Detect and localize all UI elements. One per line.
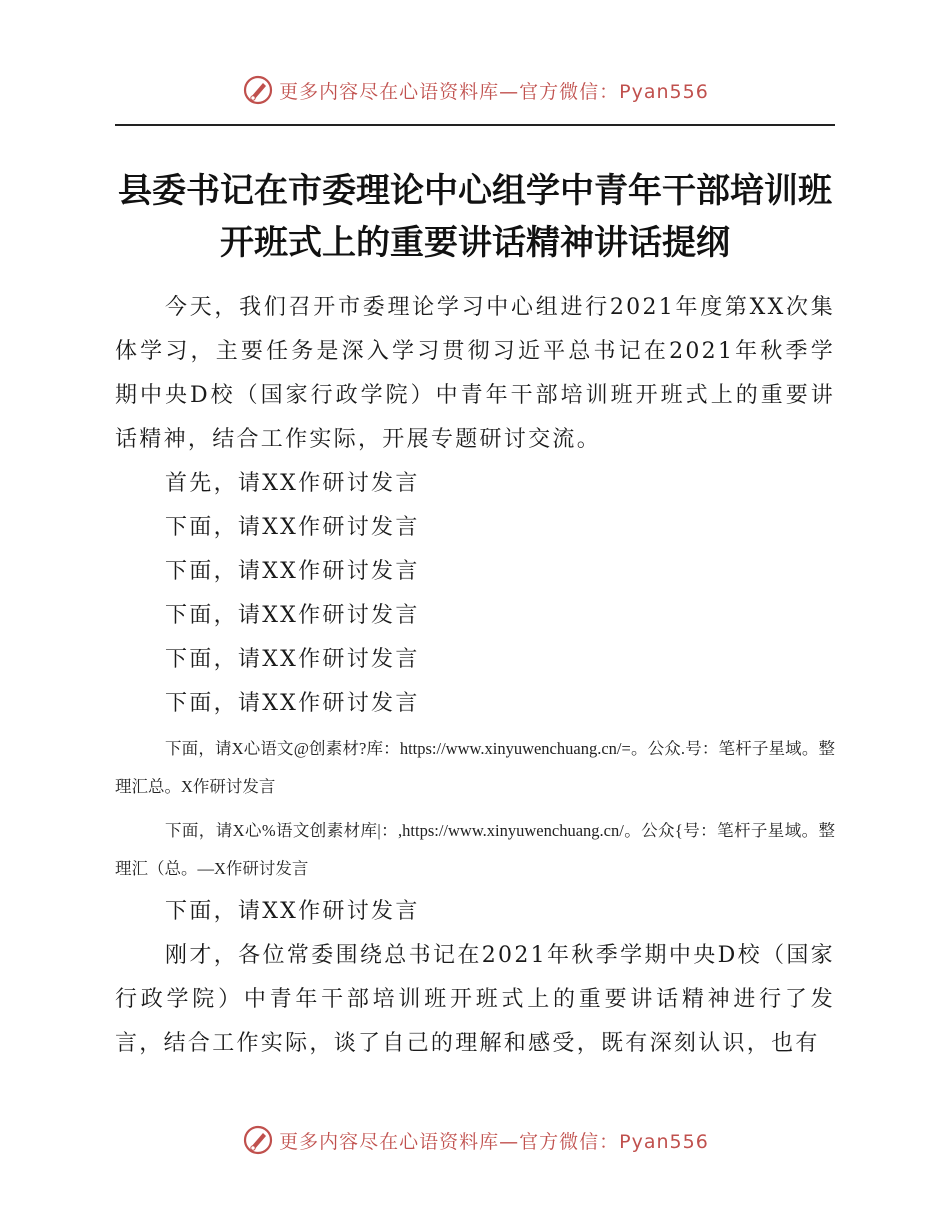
footer-banner: [0, 1120, 950, 1160]
speaker-line-6: 下面，请XX作研讨发言: [165, 691, 420, 716]
pen-nib-logo-icon: [241, 73, 275, 107]
speaker-line-5: 下面，请XX作研讨发言: [165, 647, 420, 672]
speaker-line-2: 下面，请XX作研讨发言: [165, 515, 420, 540]
speaker-line-4: 下面，请XX作研讨发言: [165, 603, 420, 628]
document-body: [115, 286, 835, 1066]
footer-banner-text: 更多内容尽在心语资料库—官方微信：Pyan556: [279, 1130, 709, 1153]
watermark-paragraph-1: 下面，请X心语文@创素材?库：https://www.xinyuwenchuang.cn/=。公众.号：笔杆子星域。整理汇总。X作研讨发言: [115, 739, 835, 796]
header-banner: [0, 70, 950, 110]
speaker-line-1: 首先，请XX作研讨发言: [165, 471, 420, 496]
watermark-paragraph-2: 下面，请X心%语文创素材库|：,https://www.xinyuwenchuang.cn/。公众{号：笔杆子星域。整理汇（总。—X作研讨发言: [115, 821, 835, 878]
closing-paragraph: 刚才，各位常委围绕总书记在2021年秋季学期中央D校（国家行政学院）中青年干部培训班开班式上的重要讲话精神进行了发言，结合工作实际，谈了自己的理解和感受，既有深刻认识，也有: [115, 943, 835, 1056]
document-title: [115, 165, 835, 269]
pen-nib-logo-icon: [241, 1123, 275, 1157]
header-banner-text: 更多内容尽在心语资料库—官方微信：Pyan556: [279, 80, 709, 103]
speaker-line-last: 下面，请XX作研讨发言: [165, 899, 420, 924]
speaker-line-3: 下面，请XX作研讨发言: [165, 559, 420, 584]
header-divider: [115, 124, 835, 126]
title-line-1: 县委书记在市委理论中心组学中青年干部培训班: [118, 171, 832, 211]
title-line-2: 开班式上的重要讲话精神讲话提纲: [220, 223, 730, 263]
intro-paragraph: 今天，我们召开市委理论学习中心组进行2021年度第XX次集体学习，主要任务是深入学习贯彻习近平总书记在2021年秋季学期中央D校（国家行政学院）中青年干部培训班开班式上的重要讲话精神，结合工作实际，开展专题研讨交流。: [115, 295, 835, 452]
